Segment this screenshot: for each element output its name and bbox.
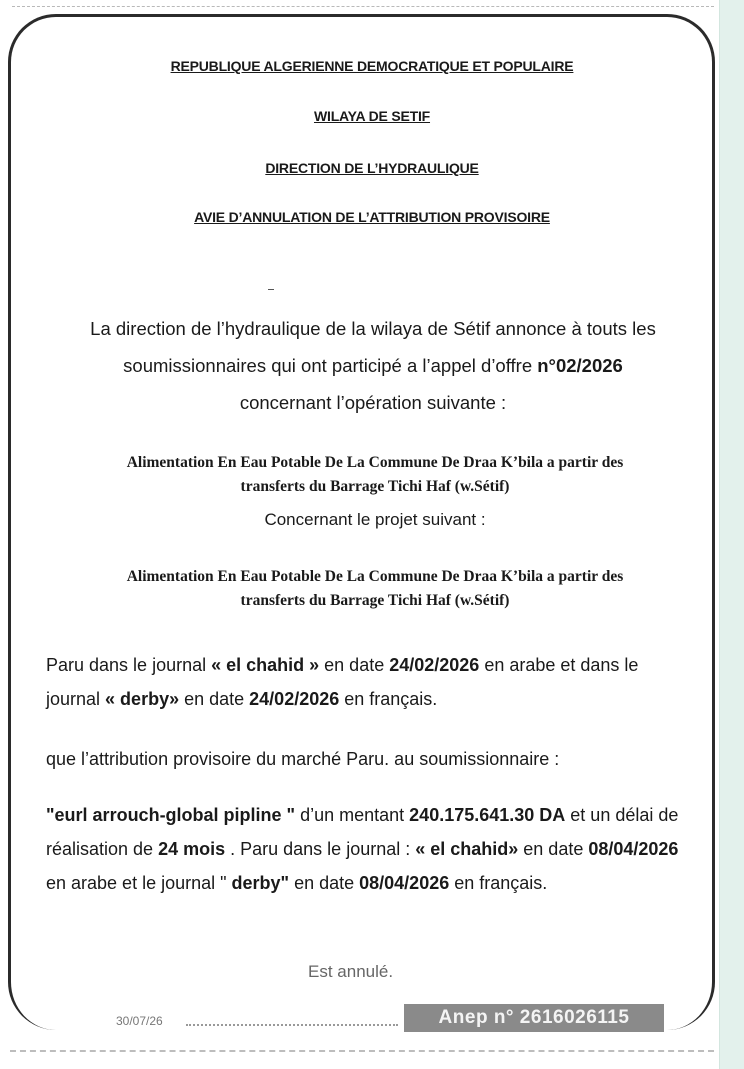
award-duration: 24 mois bbox=[158, 839, 226, 859]
wilaya-title: WILAYA DE SETIF bbox=[313, 108, 431, 124]
journal-el-chahid: « el chahid » bbox=[211, 655, 320, 675]
project-line1: Alimentation En Eau Potable De La Commune De Draa K’bila a partir des bbox=[126, 568, 624, 585]
award-date-french: 08/04/2026 bbox=[359, 873, 450, 893]
operation-block bbox=[40, 451, 710, 499]
publication-date-arabic: 24/02/2026 bbox=[389, 655, 480, 675]
offer-number: n°02/2026 bbox=[537, 355, 623, 376]
attribution-paragraph: que l’attribution provisoire du marché Paru. au soumissionnaire : bbox=[46, 749, 560, 769]
operation-line1: Alimentation En Eau Potable De La Commune De Draa K’bila a partir des bbox=[126, 454, 624, 471]
award-amount: 240.175.641.30 bbox=[409, 805, 535, 825]
intro-text: La direction de l’hydraulique de la wilaya de Sétif annonce à touts les soumissionnaires qui ont participé a l’appel d’offre bbox=[90, 318, 656, 376]
publication-text: en français. bbox=[339, 689, 438, 709]
award-journal-derby: derby" bbox=[231, 873, 290, 893]
award-text: . Paru dans le journal : bbox=[225, 839, 416, 859]
publication-text: en arabe et dans le journal bbox=[46, 655, 639, 709]
intro-paragraph bbox=[58, 310, 688, 421]
award-text: en français. bbox=[449, 873, 548, 893]
anep-reference-stamp: Anep n° 2616026115 bbox=[404, 1004, 664, 1032]
notice-title: AVIE D’ANNULATION DE L’ATTRIBUTION PROVISOIRE bbox=[194, 209, 550, 225]
publication-paragraph bbox=[46, 648, 686, 716]
project-label: Concernant le projet suivant : bbox=[264, 510, 486, 529]
cancelled-statement: Est annulé. bbox=[308, 962, 394, 981]
project-line2: transferts du Barrage Tichi Haf (w.Sétif) bbox=[240, 592, 510, 609]
publication-text: Paru dans le journal bbox=[46, 655, 212, 675]
direction-title: DIRECTION DE L’HYDRAULIQUE bbox=[265, 160, 479, 176]
journal-derby: « derby» bbox=[105, 689, 180, 709]
operation-line2: transferts du Barrage Tichi Haf (w.Sétif) bbox=[240, 478, 510, 495]
project-block bbox=[40, 565, 710, 613]
award-text: et un délai de réalisation de bbox=[46, 805, 679, 859]
republic-title: REPUBLIQUE ALGERIENNE DEMOCRATIQUE ET POPULAIRE bbox=[170, 58, 574, 74]
award-paragraph bbox=[46, 798, 696, 900]
award-date-arabic: 08/04/2026 bbox=[588, 839, 679, 859]
award-currency: DA bbox=[534, 805, 566, 825]
top-divider bbox=[12, 6, 714, 7]
award-journal-el-chahid: « el chahid» bbox=[415, 839, 519, 859]
footer-date: 30/07/26 bbox=[116, 1014, 163, 1028]
award-text: en date bbox=[289, 873, 360, 893]
award-text: en date bbox=[518, 839, 589, 859]
award-text: en arabe et le journal " bbox=[46, 873, 232, 893]
footer-dotted-line bbox=[186, 1024, 398, 1026]
intro-text-end: concernant l’opération suivante : bbox=[239, 392, 507, 413]
company-name: "eurl arrouch-global pipline " bbox=[46, 805, 296, 825]
bottom-divider bbox=[10, 1050, 714, 1052]
publication-text: en date bbox=[319, 655, 390, 675]
publication-text: en date bbox=[179, 689, 250, 709]
award-text: d’un mentant bbox=[295, 805, 410, 825]
stray-mark bbox=[268, 289, 274, 290]
publication-date-french: 24/02/2026 bbox=[249, 689, 340, 709]
